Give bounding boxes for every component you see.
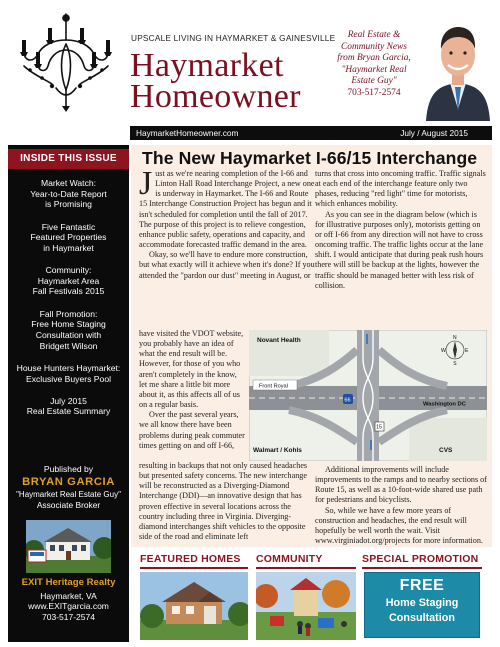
published-by-label: Published by (43, 464, 94, 474)
chandelier-logo-icon (12, 10, 120, 114)
agent-name: BRYAN GARCIA (22, 476, 115, 488)
community-heading[interactable]: COMMUNITY (256, 553, 323, 565)
agent-portrait-icon (424, 17, 492, 121)
toc-item-summary (8, 396, 129, 417)
masthead-title-line2: Homeowner (130, 78, 301, 115)
masthead-title-line1: Haymarket (130, 47, 284, 84)
article-paragraph: turns that cross into oncoming traffic. Traffic signals at each end of the interchange feature only two phases, reducing "red light" time for motorists, which enhances mobility. (315, 169, 486, 209)
toc-line: Exclusive Buyers Pool (25, 373, 112, 384)
toc-list (8, 178, 129, 429)
compass-n: N (453, 335, 457, 341)
masthead-banner (130, 126, 492, 140)
toc-line: House Hunters Haymarket: (16, 362, 121, 373)
article-title: The New Haymarket I-66/15 Interchange (142, 148, 478, 168)
article-paragraph (139, 165, 315, 250)
article-paragraph: Over the past several years, we all know there have been problems during peak commuter times getting on and off I-66, (139, 410, 245, 450)
blurb-phone: 703-517-2574 (347, 87, 401, 98)
community-festival-photo-icon[interactable] (256, 572, 356, 640)
toc-item-fall-promotion (8, 309, 129, 351)
publisher-block (8, 464, 129, 510)
agent-role: Associate Broker (36, 500, 101, 510)
article-column-2 (315, 169, 487, 291)
compass-w: W (441, 348, 446, 354)
article-paragraph: resulting in backups that not only caused headaches but presented safety concerns. The new interchange will be reconstructed as a Diverging-Diamond Interchange (DDI)—an innovative design that has proven effective in several locations across the country including three in Virginia. Diverging-diamond interchanges shift vehicles to the opposite side of the road and eliminate left (139, 461, 308, 542)
toc-line: Consultation with (35, 329, 102, 340)
toc-line: Five Fantastic (41, 221, 96, 232)
toc-line: July 2015 (50, 395, 87, 406)
office-city: Haymarket, VA (40, 590, 97, 601)
news-blurb (326, 30, 422, 100)
office-web[interactable]: www.EXITgarcia.com (28, 601, 109, 612)
toc-item-market-watch (8, 178, 129, 210)
shield-number: 66 (344, 397, 351, 404)
article-paragraph: have visited the VDOT website, you probably have an idea of what the end result will be. However, for those of you who aren't completely in the know, let me share a little bit more about it, as this affects all of us on a regular basis. (139, 329, 244, 410)
house-photo-icon (26, 520, 111, 573)
inside-issue-heading: INSIDE THIS ISSUE (8, 149, 129, 169)
compass-s: S (453, 361, 457, 367)
toc-item-house-hunters (8, 363, 129, 384)
toc-line: Featured Properties (30, 232, 107, 243)
diagram-label-walmart: Walmart / Kohls (253, 447, 302, 454)
toc-line: Haymarket Area (37, 275, 100, 286)
featured-homes-heading[interactable]: FEATURED HOMES (140, 553, 241, 565)
diagram-label-novant: Novant Health (257, 337, 301, 344)
toc-line: is Promising (45, 199, 92, 210)
toc-line: Community: (45, 265, 92, 276)
toc-line: Fall Promotion: (39, 308, 98, 319)
toc-line: in Haymarket (43, 242, 94, 253)
toc-item-community (8, 265, 129, 297)
article-column-1 (139, 165, 315, 281)
toc-line: Fall Festivals 2015 (32, 286, 105, 297)
article-column-2-lower (315, 465, 487, 546)
dropcap: J (139, 165, 153, 202)
office-name: EXIT Heritage Realty (21, 577, 116, 588)
special-rule (362, 567, 482, 569)
masthead-tagline: UPSCALE LIVING IN HAYMARKET & GAINESVILLE (131, 33, 336, 43)
blurb-line: Real Estate & (347, 30, 401, 40)
article-column-1-narrow (139, 329, 246, 451)
interchange-diagram (249, 330, 487, 461)
free-staging-promo[interactable] (364, 572, 480, 638)
diagram-label-washington: Washington DC (423, 401, 466, 408)
masthead-title (130, 47, 301, 115)
issue-date: July / August 2015 (400, 128, 468, 138)
article-paragraph: Additional improvements will include improvements to the ramps and to nearby sections of Route 15, as well as a 10-foot-wide shared use path for pedestrians and bicyclists. (315, 465, 487, 505)
article-column-1-lower (139, 461, 315, 542)
blurb-line: from Bryan Garcia, (337, 53, 411, 64)
diagram-label-cvs: CVS (439, 447, 453, 454)
agent-nickname: "Haymarket Real Estate Guy" (16, 490, 121, 499)
article-paragraph: So, while we have a few more years of construction and headaches, the end result will hopefully be well worth the wait. Visit www.virginiadot.org/projects for more information. (315, 505, 483, 546)
toc-line: Free Home Staging (31, 319, 106, 330)
featured-rule (140, 567, 248, 569)
toc-line: Year-to-Date Report (30, 188, 107, 199)
article-paragraph: Okay, so we'll have to endure more construction, but what exactly will it achieve when it's done? If you attended the "pardon our dust" meeting in August, or (139, 250, 315, 280)
route-number: 15 (376, 424, 382, 431)
toc-line: Bridgett Wilson (39, 340, 98, 351)
website-link[interactable]: HaymarketHomeowner.com (136, 128, 239, 138)
free-label: FREE (399, 577, 445, 594)
toc-line: Real Estate Summary (26, 406, 111, 417)
blurb-line: "Haymarket Real (341, 64, 407, 75)
article-paragraph: As you can see in the diagram below (which is for illustrative purposes only), motorists getting on or off I-66 from any direction will not have to cross oncoming traffic. The traffic lights occur at the lane shift. I would anticipate that during peak rush hours there will still be backup at the lights, however the traffic should be managed better with less risk of collision. (315, 209, 484, 290)
office-phone: 703-517-2574 (42, 611, 95, 622)
blurb-line: Community News (341, 41, 407, 52)
blurb-line: Estate Guy" (351, 76, 397, 87)
office-block (8, 578, 129, 622)
compass-e: E (465, 348, 469, 354)
toc-item-featured-properties (8, 222, 129, 254)
free-sub-line2: Consultation (389, 611, 455, 624)
free-sub-line1: Home Staging (385, 597, 459, 609)
special-promotion-heading[interactable]: SPECIAL PROMOTION (362, 553, 479, 565)
toc-line: Market Watch: (40, 178, 97, 188)
featured-home-photo-icon[interactable] (140, 572, 248, 640)
paragraph-text: ust as we're nearing completion of the I-66 and Linton Hall Road Interchange Project, a new one is underway in Haymarket. The I-66 and Route 15 Interchange Construction Project has begun and it isn't scheduled for completion until the fall of 2017. The purpose of this project is to relieve congestion, enhance public safety, operations and capacity, and accommodate forecasted traffic demand in the area. (139, 169, 315, 250)
community-rule (256, 567, 356, 569)
diagram-label-front-royal: Front Royal (259, 383, 288, 390)
